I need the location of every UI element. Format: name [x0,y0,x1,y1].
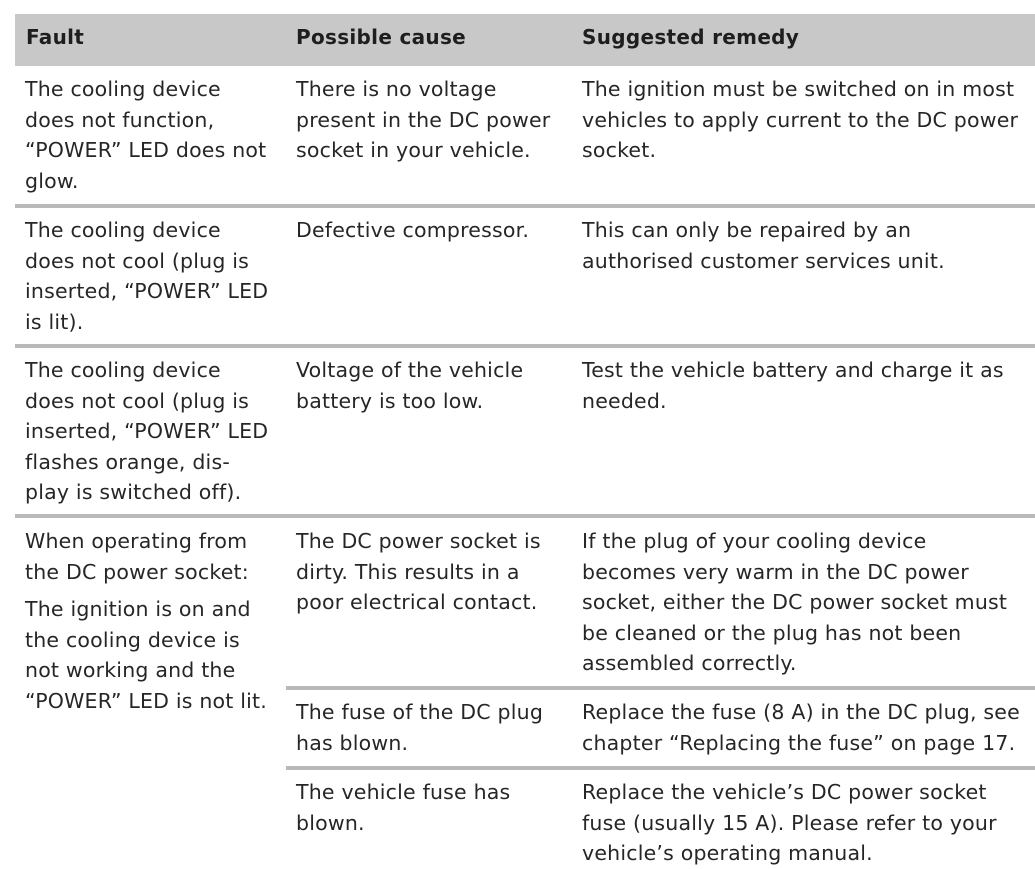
header-fault: Fault [26,25,85,49]
cause-cell: Voltage of the vehicle battery is too low. [296,358,524,413]
remedy-cell: The ignition must be switched on in most vehicles to apply current to the DC power socket. [582,77,1019,162]
cause-cell: The vehicle fuse has blown. [296,780,511,835]
fault-cell: The cooling device does not function, “POWER” LED does not glow. [25,77,267,193]
remedy-cell: Replace the fuse (8 A) in the DC plug, see chapter “Replacing the fuse” on page 17. [582,700,1020,755]
cause-cell: The fuse of the DC plug has blown. [296,700,544,755]
subrow-divider [286,686,1035,690]
subrow-divider [286,766,1035,770]
header-suggested-remedy: Suggested remedy [582,25,800,49]
header-possible-cause: Possible cause [296,25,467,49]
remedy-cell: Test the vehicle battery and charge it as needed. [582,358,1004,413]
remedy-cell: If the plug of your cooling device becomes very warm in the DC power socket, either the DC power socket must be cleaned or the plug has not been assembled correctly. [582,529,1008,675]
table-header [15,14,1035,66]
row-divider [15,204,1035,208]
cause-cell: There is no voltage present in the DC power socket in your vehicle. [296,77,551,162]
fault-cell: The cooling device does not cool (plug is inserted, “POWER” LED flashes orange, dis- play is switched off). [25,358,269,504]
cause-cell: Defective compressor. [296,218,530,242]
remedy-cell: Replace the vehicle’s DC power socket fuse (usually 15 A). Please refer to your vehicle’s operating manual. [582,780,997,865]
row-divider [15,514,1035,518]
remedy-cell: This can only be repaired by an authorised customer services unit. [582,218,945,273]
fault-cell: The ignition is on and the cooling device is not working and the “POWER” LED is not lit. [25,597,267,713]
fault-cell: The cooling device does not cool (plug is inserted, “POWER” LED is lit). [25,218,269,334]
cause-cell: The DC power socket is dirty. This results in a poor electrical contact. [296,529,541,614]
fault-intro-cell: When operating from the DC power socket: [25,529,249,584]
row-divider [15,344,1035,348]
